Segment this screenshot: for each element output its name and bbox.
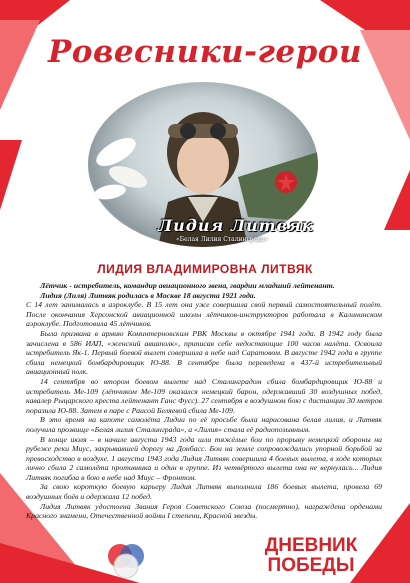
paragraph: Лидия Литвяк удостоена Звания Героя Советского Союза (посмертно), награждена орденами Красного знамени, Отечественной войны I степени, Красной звезды. <box>26 501 382 521</box>
paragraph: С 14 лет занималась в аэроклубе. В 15 лет она уже совершила свой первый самостоятельный полёт. После окончания Херсонской авиационной школы лётчиков-инструкторов работала в Калининском аэроклубе. Подготовила 45 лётчиков. <box>26 300 382 329</box>
portrait-caption: Лидия Литвяк <box>158 216 314 235</box>
footer-title <box>226 536 396 576</box>
footer-line: ПОБЕДЫ <box>267 555 355 576</box>
paragraph: В конце июля – в начале августа 1943 года шли тяжёлые бои по прорыву немецкой обороны на рубеже реки Миус, закрывавшей дорогу на Донбасс. Бои на земле сопровождались упорной борьбой за превосходство в воздухе. 1 августа 1943 года Лидия Литвяк совершила 4 боевых вылета, в ходе которых лично сбила 2 самолёта противника и один в группе. Из четвёртого вылета она не вернулась... Лидия Литвяк погибла в бою в небе над Миус – Фронтом. <box>26 434 382 482</box>
footer-line: ДНЕВНИК <box>264 535 358 556</box>
biography-text <box>26 281 382 521</box>
border-decoration <box>384 170 410 230</box>
paragraph: Была призвана в армию Коминтерновским РВК Москвы в октябре 1941 года. В 1942 году была зачислена в 586 ИАП, «женский авиаполк», приписав себе недостающие 100 часов налёта. Освоила истребитель Як-1. Первый боевой вылет совершила в небе над Саратовом. В августе 1942 года в группе сбила немецкий бомбардировщик Ю-88. В сентябре была переведена в 437-й истребительный авиационный полк. <box>26 328 382 377</box>
victory-diary-logo-icon <box>104 540 148 580</box>
border-decoration <box>0 140 22 210</box>
paragraph: Лидия (Лиля) Литвяк родилась в Москве 18 августа 1921 года. <box>40 290 256 300</box>
paragraph: За свою короткую боевую карьеру Лидия Литвяк выполнила 186 боевых вылета, провела 69 воздушных боёв и одержала 12 побед. <box>26 482 382 502</box>
hero-name-title: ЛИДИЯ ВЛАДИМИРОВНА ЛИТВЯК <box>97 262 313 276</box>
paragraph: Лётчик - истребитель, командир авиационного звена, гвардии младший лейтенант. <box>40 281 335 290</box>
paragraph: 14 сентября во втором боевом вылете над Сталинградом сбила бомбардировщик Ю-88 и истребитель Ме-109 (лётчиком Ме-109 оказался немецкий барон, одержавший 30 воздушных побед, кавалер Рыцарского креста лейтенант Ганс Фусс). 27 сентября в воздушном бою с дистанции 30 метров поразила Ю-88. Затем в паре с Раисой Беляевой сбила Ме-109. <box>26 376 382 415</box>
portrait-subcaption: «Белая Лилия Сталинграда» <box>176 236 269 243</box>
page-heading: Ровесники-герои <box>47 34 363 70</box>
paragraph: В это время на капоте самолёта Лидии по её просьбе была нарисована белая лилия, и Литвяк получила прозвище «Белая лилия Сталинграда», а «Лилия» стала её радиопозывным. <box>26 415 382 434</box>
